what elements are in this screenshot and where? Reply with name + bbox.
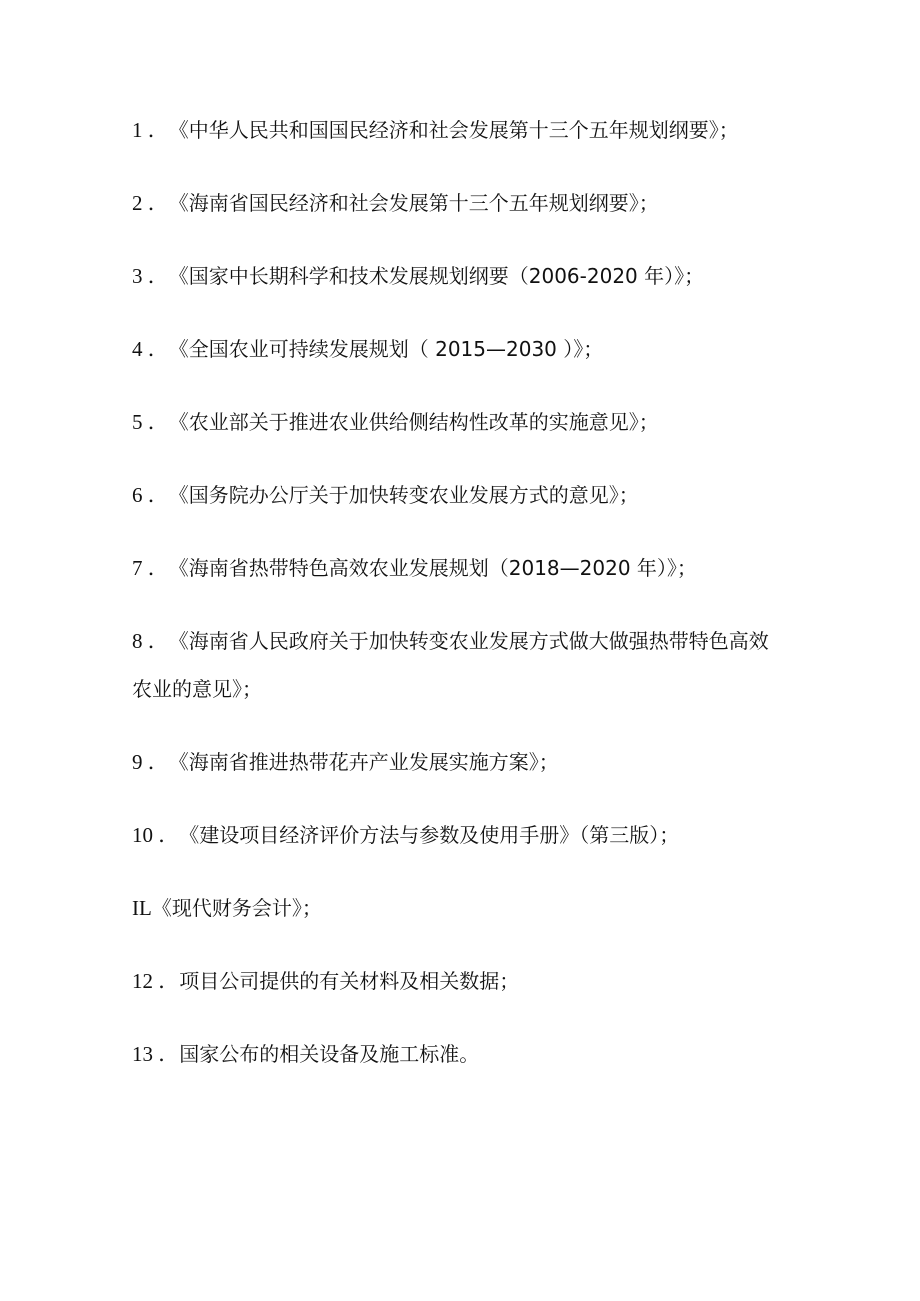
item-text: 《海南省人民政府关于加快转变农业发展方式做大做强热带特色高效	[168, 629, 769, 653]
item-number: 7 ．	[132, 556, 169, 580]
list-item	[132, 550, 792, 587]
reference-list	[132, 112, 792, 1073]
list-item	[132, 623, 792, 660]
item-text: 《海南省热带特色高效农业发展规划（2018—2020 年）》；	[168, 556, 697, 580]
item-number: 2 ．	[132, 191, 169, 215]
item-text: 《建设项目经济评价方法与参数及使用手册》（第三版）；	[179, 823, 680, 847]
list-item	[132, 817, 792, 854]
item-text: 《国务院办公厅关于加快转变农业发展方式的意见》；	[168, 483, 639, 507]
list-item	[132, 258, 792, 295]
item-text: 《农业部关于推进农业供给侧结构性改革的实施意见》；	[168, 410, 659, 434]
list-item-continuation	[132, 671, 792, 708]
item-text: 《海南省推进热带花卉产业发展实施方案》；	[168, 750, 559, 774]
list-item	[132, 963, 792, 1000]
list-item	[132, 890, 792, 927]
list-item	[132, 331, 792, 368]
list-item	[132, 744, 792, 781]
list-item	[132, 404, 792, 441]
item-number: 6 ．	[132, 483, 169, 507]
item-number: IL	[132, 896, 152, 920]
item-text: 国家公布的相关设备及施工标准。	[179, 1042, 480, 1066]
list-item	[132, 112, 792, 149]
item-number: 12 ．	[132, 969, 180, 993]
item-text: 《现代财务会计》；	[151, 896, 322, 920]
item-text: 《国家中长期科学和技术发展规划纲要（2006-2020 年）》；	[168, 264, 705, 288]
item-text-continued: 农业的意见》；	[132, 677, 262, 701]
item-number: 10 ．	[132, 823, 180, 847]
item-number: 3 ．	[132, 264, 169, 288]
list-item	[132, 185, 792, 222]
item-text: 项目公司提供的有关材料及相关数据；	[179, 969, 520, 993]
list-item	[132, 1036, 792, 1073]
item-number: 1 ．	[132, 118, 169, 142]
list-item	[132, 477, 792, 514]
item-number: 4 ．	[132, 337, 169, 361]
item-number: 8 ．	[132, 629, 169, 653]
item-text: 《全国农业可持续发展规划（ 2015—2030 ）》；	[168, 337, 604, 361]
item-number: 5 ．	[132, 410, 169, 434]
item-text: 《海南省国民经济和社会发展第十三个五年规划纲要》；	[168, 191, 659, 215]
item-number: 13 ．	[132, 1042, 180, 1066]
item-number: 9 ．	[132, 750, 169, 774]
item-text: 《中华人民共和国国民经济和社会发展第十三个五年规划纲要》；	[168, 118, 739, 142]
